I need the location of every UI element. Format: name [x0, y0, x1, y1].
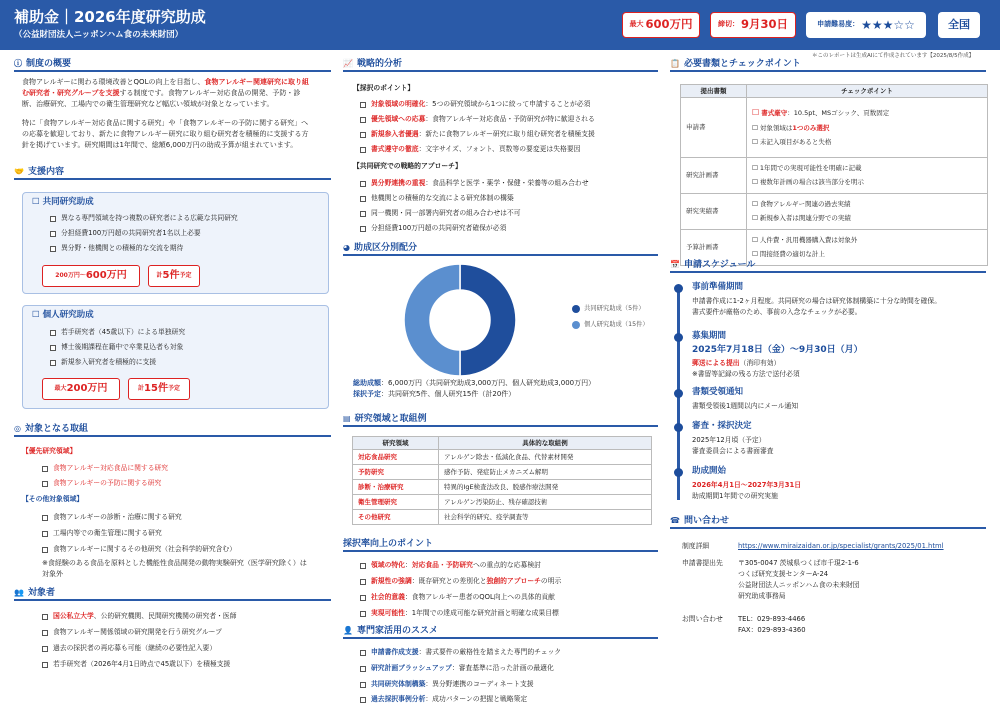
timeline-dot	[674, 389, 683, 398]
chart-legend	[572, 305, 649, 336]
list-item: 対象領域の明確化：5つの研究領域から1つに絞って申請することが必須	[360, 100, 590, 109]
list-item: 食物アレルギーに関するその他研究（社会科学的研究含む）	[42, 545, 236, 554]
list-item: 異分野・他機関との積極的な交流を期待	[50, 244, 183, 253]
page-title: 補助金｜2026年度研究助成	[14, 8, 206, 26]
list-item: 共同研究体制構築：異分野連携のコーディネート支援	[360, 680, 534, 689]
legend-label: 共同研究助成（5件）	[584, 305, 645, 312]
list-item: 食物アレルギー対応食品に関する研究	[42, 464, 168, 473]
list-item: 食物アレルギー関係領域の研究開発を行う研究グループ	[42, 628, 222, 637]
table-row: 申請書 ☐ 書式厳守：10.5pt、MSゴシック、頁数固定 ☐ 対象領域は1つのみ選択 ☐ 未記入項目があると失格	[681, 98, 988, 158]
region-badge: 全国	[938, 12, 980, 38]
handshake-icon: 🤝	[14, 166, 24, 176]
list-item: 分担経費100万円超の共同研究者確保が必須	[360, 224, 506, 233]
donut-slice-0	[460, 264, 516, 376]
table-row: 対応食品研究 アレルゲン除去・低減化食品、代替素材開発	[353, 450, 652, 465]
ai-note: ＊このレポートは生成AIにて作成されています【2025/8/5作成】	[812, 53, 975, 59]
section-strategy: 📈 戦略的分析	[343, 58, 402, 69]
list-item: 博士後期課程在籍中で卒業見込者も対象	[50, 343, 183, 352]
list-item: 異なる専門領域を持つ複数の研究者による広範な共同研究	[50, 214, 238, 223]
divider	[14, 70, 331, 72]
table-row: 衛生管理研究 アレルゲン汚染防止、残存確認技術	[353, 495, 652, 510]
table-row: 予防研究 感作予防、発症防止メカニズム解明	[353, 465, 652, 480]
section-fields: ▤ 研究領域と取組例	[343, 413, 427, 424]
submit-address: 〒305-0047 茨城県つくば市千現2-1-6 つくば研究支援センターA-24 公益財団法人ニッポンハム食の未来財団 研究助成事務局	[738, 559, 860, 600]
user-tie-icon: 👤	[343, 625, 353, 635]
list-item: 過去採択事例分析：成功パターンの把握と戦略策定	[360, 695, 527, 704]
list-item: 同一機関・同一部署内研究者の組み合わせは不可	[360, 209, 521, 218]
docs-table: 提出書類 チェックポイント 申請書 ☐ 書式厳守：10.5pt、MSゴシック、頁数固定 ☐ 対象領域は1つのみ選択 ☐ 未記入項目があると失格 研究計画書 ☐ 1年間での実現可能性を明確に記載 ☐ 複数年計画の場合は該当部分を明示 研究実績書 ☐ 食物アレルギー関連の過去実績 ☐ 新規参入者は関連分野での実績 予算計画書 ☐ 人件費・汎用機器購入費は対象外 ☐ 間接経費の適切な計上	[680, 84, 988, 266]
difficulty-badge: 申請難易度： ★★★☆☆	[806, 12, 926, 38]
timeline-dot	[674, 423, 683, 432]
allocation-summary: 総助成額：6,000万円（共同研究助成3,000万円、個人研究助成3,000万円） 採択予定：共同研究5件、個人研究15件（計20件）	[353, 379, 596, 399]
individual-title: ☐ 個人研究助成	[32, 310, 94, 320]
joint-title: ☐ 共同研究助成	[32, 197, 94, 207]
divider	[14, 435, 331, 437]
list-item: 新規参入者優遇：新たに食物アレルギー研究に取り組む研究者を積極支援	[360, 130, 595, 139]
target-icon: ◎	[14, 423, 21, 433]
section-expert: 👤 専門家活用のススメ	[343, 625, 438, 636]
legend-item	[572, 305, 649, 314]
allocation-donut-chart	[395, 262, 525, 378]
chart-icon: 📈	[343, 58, 353, 68]
table-row: 研究計画書 ☐ 1年間での実現可能性を明確に記載 ☐ 複数年計画の場合は該当部分を明示	[681, 158, 988, 194]
amount-badge: 最大 600万円	[622, 12, 700, 38]
timeline-dot	[674, 284, 683, 293]
list-item: 食物アレルギーの診断・治療に関する研究	[42, 513, 182, 522]
header-bar	[0, 0, 1000, 50]
joint-count-pill: 計 5件 予定	[148, 265, 200, 287]
list-item: 他機関との積極的な交流による研究体制の構築	[360, 194, 514, 203]
section-improve: 採択率向上のポイント	[343, 539, 434, 549]
table-row: 予算計画書 ☐ 人件費・汎用機器購入費は対象外 ☐ 間接経費の適切な計上	[681, 230, 988, 266]
divider	[14, 178, 331, 180]
section-docs: 📋 必要書類とチェックポイント	[670, 58, 801, 69]
list-item: 社会的意義：食物アレルギー患者のQOL向上への具体的貢献	[360, 593, 555, 602]
targets-note: ※食経験のある食品を原料とした機能性食品開発の動物実験研究（医学研究除く）は 対象外	[42, 559, 307, 579]
individual-max-pill: 最大 200万円	[42, 378, 120, 400]
list-item: 優先領域への応募：食物アレルギー対応食品・予防研究が特に歓迎される	[360, 115, 595, 124]
list-item: 領域の特化：対応食品・予防研究への重点的な応募検討	[360, 561, 541, 570]
table-row: 研究実績書 ☐ 食物アレルギー関連の過去実績 ☐ 新規参入者は関連分野での実績	[681, 194, 988, 230]
list-item: 実現可能性：1年間での達成可能な研究計画と明確な成果目標	[360, 609, 559, 618]
info-icon: ⓘ	[14, 58, 22, 68]
list-item: 書式遵守の徹底：文字サイズ、フォント、頁数等の要変更は失格要因	[360, 145, 580, 154]
donut-slice-1	[404, 264, 460, 376]
divider	[670, 271, 986, 273]
divider	[670, 527, 986, 529]
list-item: 申請書作成支援：書式要件の厳格性を踏まえた専門的チェック	[360, 648, 561, 657]
list-item: 若手研究者（45歳以下）による単独研究	[50, 328, 185, 337]
list-item: 新規性の強調：既存研究との差別化と独創的アプローチの明示	[360, 577, 561, 586]
page-subtitle: （公益財団法人ニッポンハム食の未来財団）	[14, 30, 184, 40]
individual-count-pill: 計 15件 予定	[128, 378, 190, 400]
section-targets: ◎ 対象となる取組	[14, 423, 88, 434]
list-item: 過去の採択者の再応募も可能（継続の必要性記入要）	[42, 644, 216, 653]
section-schedule: 📅 申請スケジュール	[670, 259, 756, 270]
document-icon: ▤	[343, 413, 351, 423]
divider	[670, 70, 986, 72]
overview-text: 食物アレルギーに関わる環境改善とQOLの向上を目指し、食物アレルギー関連研究に取り組 む研究者・研究グループを支援する制度です。食物アレルギー対応食品の開発、予防・診 断、治療研究、工場内での衛生管理研究など幅広い領域が対象となっています。 特に「食物アレルギー対応食品に関する研究」や「食物アレルギーの予防に関する研究」へ の応募を歓迎しており、新たに食物アレルギー研究に取り組む研究者を積極的に支援する方 針を掲げています。研究期間は1年間で、総額6,000万円の助成予算が組まれています。	[22, 78, 310, 149]
joint-range-pill: 200万円〜 600万円	[42, 265, 140, 287]
divider	[14, 599, 331, 601]
legend-swatch	[572, 305, 580, 313]
section-eligible: 👥 対象者	[14, 587, 55, 598]
section-support: 🤝 支援内容	[14, 166, 64, 177]
list-item: 若手研究者（2026年4月1日時点で45歳以下）を積極支援	[42, 660, 230, 669]
section-overview: ⓘ 制度の概要	[14, 58, 72, 69]
detail-link[interactable]: https://www.miraizaidan.or.jp/specialist/grants/2025/01.html	[738, 542, 944, 550]
calendar-icon: 📅	[670, 259, 680, 269]
phone-icon: ☎	[670, 515, 680, 525]
divider	[343, 254, 658, 256]
timeline-dot	[674, 468, 683, 477]
contact-phone: TEL：029-893-4466 FAX：029-893-4360	[738, 615, 806, 634]
timeline-dot	[674, 333, 683, 342]
divider	[343, 425, 658, 427]
list-item: 食物アレルギーの予防に関する研究	[42, 479, 161, 488]
clipboard-icon: 📋	[670, 58, 680, 68]
pie-chart-icon: ◕	[343, 242, 350, 252]
legend-swatch	[572, 321, 580, 329]
divider	[343, 70, 658, 72]
divider	[343, 550, 658, 552]
list-item: 研究計画ブラッシュアップ：審査基準に沿った計画の最適化	[360, 664, 554, 673]
legend-label: 個人研究助成（15件）	[584, 320, 649, 328]
deadline-badge: 締切： 9月30日	[710, 12, 796, 38]
section-allocation: ◕ 助成区分別配分	[343, 242, 417, 253]
list-item: 工場内等での衛生管理に関する研究	[42, 529, 162, 538]
section-contact: ☎ 問い合わせ	[670, 515, 729, 526]
list-item: 国公私立大学、公的研究機関、民間研究機関の研究者・医師	[42, 612, 237, 621]
list-item: 分担経費100万円超の共同研究者1名以上必要	[50, 229, 201, 238]
table-row: その他研究 社会科学的研究、疫学調査等	[353, 510, 652, 525]
users-icon: 👥	[14, 587, 24, 597]
legend-item	[572, 321, 649, 330]
divider	[343, 637, 658, 639]
fields-table: 研究領域 具体的な取組例 対応食品研究 アレルゲン除去・低減化食品、代替素材開発 予防研究 感作予防、発症防止メカニズム解明 診断・治療研究 特異的IgE検査法改良、脱感作療法開発 衛生管理研究 アレルゲン汚染防止、残存確認技術 その他研究 社会科学的研究、疫学調査等	[352, 436, 652, 525]
difficulty-stars: ★★★☆☆	[861, 17, 915, 32]
table-row: 診断・治療研究 特異的IgE検査法改良、脱感作療法開発	[353, 480, 652, 495]
list-item: 新規参入研究者を積極的に支援	[50, 358, 156, 367]
list-item: 異分野連携の重視：食品科学と医学・薬学・保健・栄養等の組み合わせ	[360, 179, 589, 188]
